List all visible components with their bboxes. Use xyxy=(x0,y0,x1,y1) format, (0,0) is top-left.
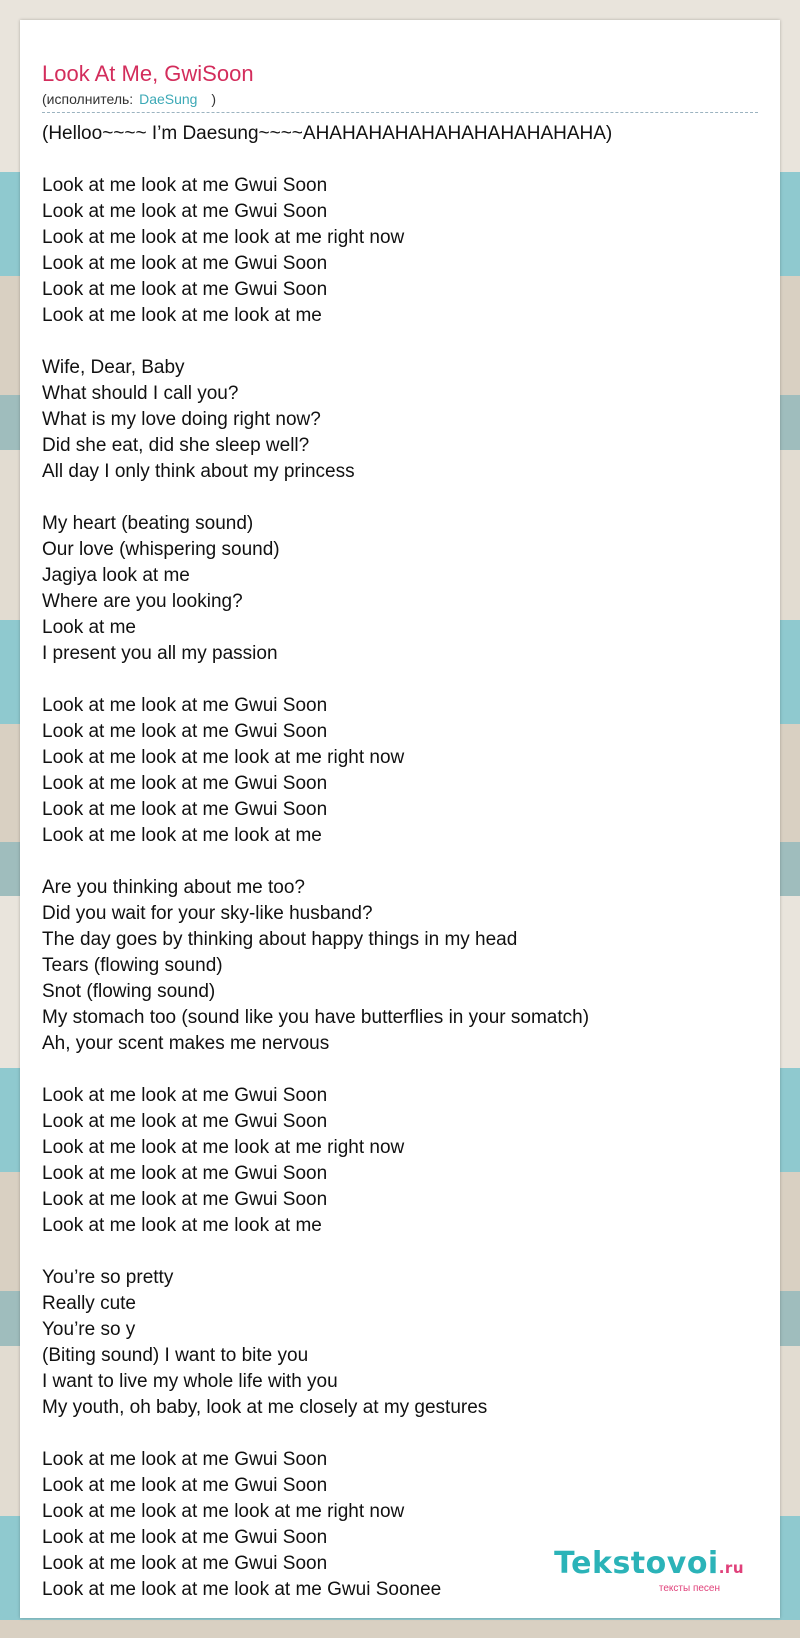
lyric-line: Snot (flowing sound) xyxy=(42,981,216,1002)
lyric-line: Wife, Dear, Baby xyxy=(42,357,185,378)
lyric-line: Are you thinking about me too? xyxy=(42,877,306,898)
lyric-line: Look at me look at me Gwui Soon xyxy=(42,695,328,716)
artist-prefix: (исполнитель: xyxy=(42,91,134,107)
lyric-line: Look at me look at me look at me right now xyxy=(42,227,405,248)
lyric-line: Look at me look at me Gwui Soon xyxy=(42,1085,328,1106)
lyric-line xyxy=(42,849,758,875)
lyric-line: Look at me look at me Gwui Soon xyxy=(42,253,328,274)
site-logo[interactable] xyxy=(554,1548,744,1594)
artist-line xyxy=(42,90,758,113)
lyric-line: Look at me look at me Gwui Soon xyxy=(42,1449,328,1470)
logo-wordmark xyxy=(554,1548,744,1584)
lyric-line: (Helloo~~~~ I’m Daesung~~~~AHAHAHAHAHAHAHAHAHAHAHA) xyxy=(42,123,613,144)
lyric-line: Look at me xyxy=(42,617,136,638)
lyric-line: You’re so y xyxy=(42,1319,136,1340)
lyric-line xyxy=(42,1421,758,1447)
lyric-line: Look at me look at me Gwui Soon xyxy=(42,773,328,794)
lyric-line: All day I only think about my princess xyxy=(42,461,355,482)
lyric-line xyxy=(42,329,758,355)
lyric-line: My heart (beating sound) xyxy=(42,513,254,534)
artist-suffix: ) xyxy=(211,91,217,107)
lyrics-card xyxy=(20,20,780,1618)
lyric-line: You’re so pretty xyxy=(42,1267,174,1288)
lyric-line: Look at me look at me Gwui Soon xyxy=(42,1527,328,1548)
logo-tagline: тексты песен xyxy=(658,1583,720,1594)
lyric-line: The day goes by thinking about happy things in my head xyxy=(42,929,518,950)
lyric-line: Jagiya look at me xyxy=(42,565,190,586)
lyric-line: Really cute xyxy=(42,1293,136,1314)
lyric-line: I present you all my passion xyxy=(42,643,278,664)
lyrics-text xyxy=(42,121,758,1603)
lyric-line: My stomach too (sound like you have butterflies in your somatch) xyxy=(42,1007,590,1028)
lyric-line xyxy=(42,485,758,511)
lyric-line: Look at me look at me Gwui Soon xyxy=(42,1163,328,1184)
song-title: Look At Me, GwiSoon xyxy=(42,61,254,86)
lyric-line: Look at me look at me Gwui Soon xyxy=(42,1553,328,1574)
lyric-line: Where are you looking? xyxy=(42,591,243,612)
lyric-line: Look at me look at me look at me Gwui Soonee xyxy=(42,1579,442,1600)
artist-link[interactable]: DaeSung xyxy=(139,91,198,107)
lyric-line: Look at me look at me look at me xyxy=(42,305,322,326)
lyric-line: Look at me look at me Gwui Soon xyxy=(42,279,328,300)
lyric-line: Our love (whispering sound) xyxy=(42,539,280,560)
lyric-line xyxy=(42,147,758,173)
lyric-line: Look at me look at me Gwui Soon xyxy=(42,1111,328,1132)
lyric-line: (Biting sound) I want to bite you xyxy=(42,1345,309,1366)
lyric-line: Look at me look at me Gwui Soon xyxy=(42,201,328,222)
lyric-line xyxy=(42,1057,758,1083)
lyric-line xyxy=(42,1239,758,1265)
lyric-line: Look at me look at me Gwui Soon xyxy=(42,799,328,820)
lyric-line: Look at me look at me Gwui Soon xyxy=(42,721,328,742)
lyric-line: Look at me look at me look at me xyxy=(42,1215,322,1236)
lyric-line: My youth, oh baby, look at me closely at my gestures xyxy=(42,1397,488,1418)
lyric-line: Ah, your scent makes me nervous xyxy=(42,1033,330,1054)
logo-name: Tekstovoi xyxy=(554,1546,719,1581)
lyric-line: Look at me look at me look at me xyxy=(42,825,322,846)
logo-tld: .ru xyxy=(718,1559,744,1577)
lyric-line: I want to live my whole life with you xyxy=(42,1371,338,1392)
lyric-line: What is my love doing right now? xyxy=(42,409,321,430)
lyric-line: What should I call you? xyxy=(42,383,239,404)
lyric-line: Did you wait for your sky-like husband? xyxy=(42,903,373,924)
lyric-line: Look at me look at me look at me right now xyxy=(42,747,405,768)
lyric-line xyxy=(42,667,758,693)
lyric-line: Look at me look at me look at me right now xyxy=(42,1501,405,1522)
lyric-line: Tears (flowing sound) xyxy=(42,955,223,976)
lyric-line: Look at me look at me Gwui Soon xyxy=(42,175,328,196)
lyric-line: Look at me look at me Gwui Soon xyxy=(42,1475,328,1496)
lyric-line: Did she eat, did she sleep well? xyxy=(42,435,310,456)
lyric-line: Look at me look at me look at me right now xyxy=(42,1137,405,1158)
lyric-line: Look at me look at me Gwui Soon xyxy=(42,1189,328,1210)
